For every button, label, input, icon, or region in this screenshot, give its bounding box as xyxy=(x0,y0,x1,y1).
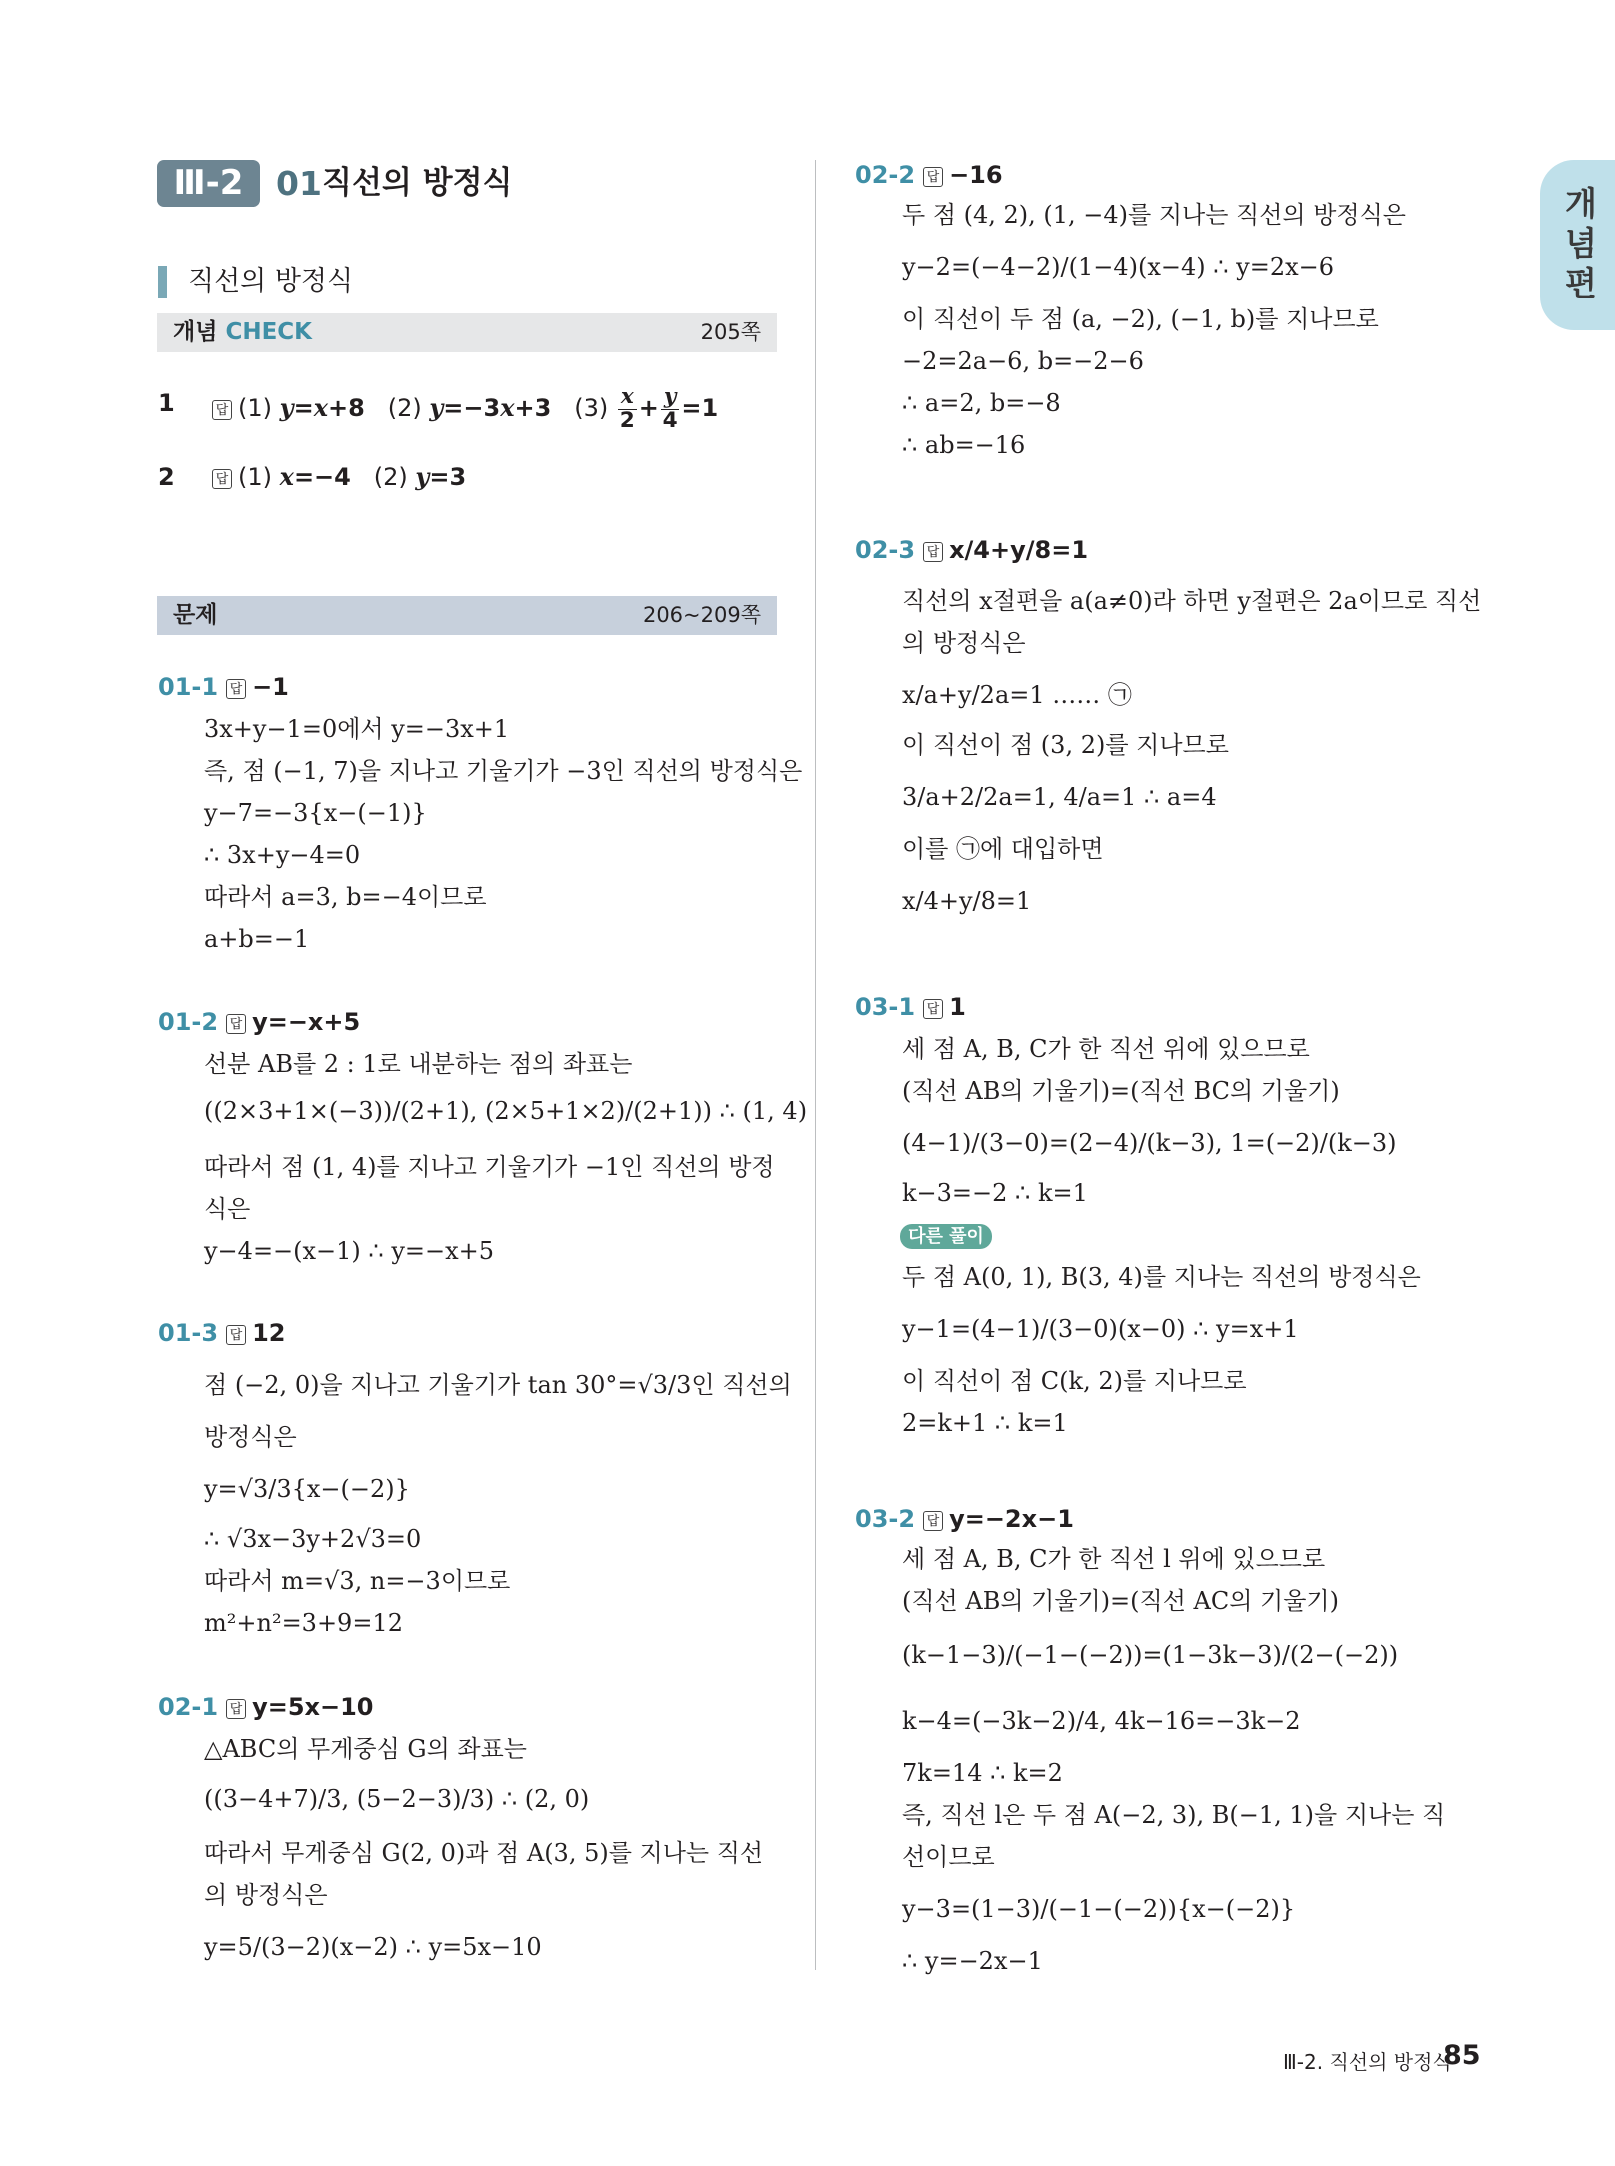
problem-01-1-label: 01-1 답 −1 xyxy=(158,673,289,701)
section-title: 직선의 방정식 xyxy=(322,165,513,201)
subsection-title: 직선의 방정식 xyxy=(188,266,354,297)
problem-03-1-line: 세 점 A, B, C가 한 직선 위에 있으므로 xyxy=(902,1035,1310,1063)
problem-02-2-line: y−2=(−4−2)/(1−4)(x−4) ∴ y=2x−6 xyxy=(902,253,1335,281)
check-item-1-answer: 답 (1) y=x+8 (2) y=−3x+3 (3) $\frac{x}{2}$ + $\frac{y}{4}$ =1 xyxy=(204,386,718,432)
check-item-2-answer: 답 (1) x=−4 (2) y=3 xyxy=(204,460,466,494)
section-badge: Ⅲ-2 xyxy=(157,160,260,207)
problem-01-1-line: a+b=−1 xyxy=(204,925,310,953)
problem-01-3-label: 01-3 답 12 xyxy=(158,1319,286,1347)
problem-01-1-line: y−7=−3{x−(−1)} xyxy=(204,799,427,827)
problem-01-2-line: ((2×3+1×(−3))/(2+1), (2×5+1×2)/(2+1)) ∴ (1, 4) xyxy=(204,1097,808,1125)
problem-02-1-label: 02-1 답 y=5x−10 xyxy=(158,1693,374,1721)
problem-03-1-label: 03-1 답 1 xyxy=(855,993,966,1021)
problem-02-3-line: 의 방정식은 xyxy=(902,629,1026,657)
problem-02-2-line: −2=2a−6, b=−2−6 xyxy=(902,347,1144,375)
problem-02-3-label: 02-3 답 x/4+y/8=1 xyxy=(855,536,1089,564)
problem-03-2-line: (k−1−3)/(−1−(−2))=(1−3k−3)/(2−(−2)) xyxy=(902,1641,1399,1669)
problem-01-3-line: m²+n²=3+9=12 xyxy=(204,1609,403,1637)
problem-01-3-line: ∴ √3x−3y+2√3=0 xyxy=(204,1525,422,1553)
problem-01-2-label: 01-2 답 y=−x+5 xyxy=(158,1008,361,1036)
concept-check-accent: CHECK xyxy=(225,319,312,345)
problem-03-1-line: (직선 AB의 기울기)=(직선 BC의 기울기) xyxy=(902,1077,1340,1105)
problem-02-3-line: 이 직선이 점 (3, 2)를 지나므로 xyxy=(902,731,1229,759)
problem-03-1-line: 두 점 A(0, 1), B(3, 4)를 지나는 직선의 방정식은 xyxy=(902,1263,1421,1291)
problem-02-1-line: 의 방정식은 xyxy=(204,1881,328,1909)
problem-02-3-line: x/4+y/8=1 xyxy=(902,887,1032,915)
problems-label: 문제 xyxy=(173,602,218,628)
problem-03-2-line: 세 점 A, B, C가 한 직선 l 위에 있으므로 xyxy=(902,1545,1326,1573)
problem-03-2-label: 03-2 답 y=−2x−1 xyxy=(855,1505,1074,1533)
problem-01-2-line: 선분 AB를 2 : 1로 내분하는 점의 좌표는 xyxy=(204,1050,633,1078)
subsection-marker xyxy=(158,266,167,298)
footer-chapter: Ⅲ-2. 직선의 방정식 xyxy=(1283,2050,1452,2074)
problems-band xyxy=(157,596,777,635)
problems-pages: 206~209쪽 xyxy=(642,603,761,627)
alt-solution-badge: 다른 풀이 xyxy=(900,1224,992,1249)
problem-02-1-line: △ABC의 무게중심 G의 좌표는 xyxy=(204,1735,527,1763)
problem-01-3-line: y=√3/3{x−(−2)} xyxy=(204,1475,410,1503)
problem-03-1-line: k−3=−2 ∴ k=1 xyxy=(902,1179,1088,1207)
problem-01-1-line: 따라서 a=3, b=−4이므로 xyxy=(204,883,487,911)
problem-01-3-line: 방정식은 xyxy=(204,1423,297,1451)
problem-02-2-line: 두 점 (4, 2), (1, −4)를 지나는 직선의 방정식은 xyxy=(902,201,1406,229)
check-item-1-number: 1 xyxy=(158,389,175,417)
problem-02-1-line: ((3−4+7)/3, (5−2−3)/3) ∴ (2, 0) xyxy=(204,1785,590,1813)
concept-check-band xyxy=(157,313,777,352)
section-number: 01 xyxy=(276,164,322,203)
concept-check-label: 개념 xyxy=(173,319,218,345)
problem-02-2-label: 02-2 답 −16 xyxy=(855,161,1003,189)
side-tab xyxy=(1540,160,1615,330)
problem-01-2-line: 따라서 점 (1, 4)를 지나고 기울기가 −1인 직선의 방정 xyxy=(204,1153,775,1181)
problem-03-2-line: k−4=(−3k−2)/4, 4k−16=−3k−2 xyxy=(902,1707,1301,1735)
problem-02-1-line: 따라서 무게중심 G(2, 0)과 점 A(3, 5)를 지나는 직선 xyxy=(204,1839,764,1867)
problem-03-1-line: (4−1)/(3−0)=(2−4)/(k−3), 1=(−2)/(k−3) xyxy=(902,1129,1397,1157)
problem-03-1-line: 이 직선이 점 C(k, 2)를 지나므로 xyxy=(902,1367,1247,1395)
problem-02-2-line: ∴ ab=−16 xyxy=(902,431,1026,459)
problem-03-2-line: ∴ y=−2x−1 xyxy=(902,1947,1043,1975)
problem-02-3-line: 이를 ㉠에 대입하면 xyxy=(902,835,1104,863)
problem-03-1-line: 2=k+1 ∴ k=1 xyxy=(902,1409,1068,1437)
problem-02-3-line: 3/a+2/2a=1, 4/a=1 ∴ a=4 xyxy=(902,783,1217,811)
problem-02-2-line: ∴ a=2, b=−8 xyxy=(902,389,1061,417)
problem-03-2-line: (직선 AB의 기울기)=(직선 AC의 기울기) xyxy=(902,1587,1339,1615)
side-tab-label: 개 념 편 xyxy=(1565,184,1597,303)
problem-01-1-line: 3x+y−1=0에서 y=−3x+1 xyxy=(204,715,510,743)
problem-03-1-line: y−1=(4−1)/(3−0)(x−0) ∴ y=x+1 xyxy=(902,1315,1299,1343)
page-number: 85 xyxy=(1443,2040,1481,2071)
problem-01-1-line: ∴ 3x+y−4=0 xyxy=(204,841,361,869)
check-item-2-number: 2 xyxy=(158,463,175,491)
problem-03-2-line: 7k=14 ∴ k=2 xyxy=(902,1759,1063,1787)
problem-03-2-line: 즉, 직선 l은 두 점 A(−2, 3), B(−1, 1)을 지나는 직 xyxy=(902,1801,1446,1829)
problem-02-1-line: y=5/(3−2)(x−2) ∴ y=5x−10 xyxy=(204,1933,542,1961)
problem-03-2-line: 선이므로 xyxy=(902,1843,995,1871)
column-divider xyxy=(815,160,816,1970)
problem-02-3-line: 직선의 x절편을 a(a≠0)라 하면 y절편은 2a이므로 직선 xyxy=(902,587,1482,615)
problem-03-2-line: y−3=(1−3)/(−1−(−2)){x−(−2)} xyxy=(902,1895,1296,1923)
problem-01-2-line: 식은 xyxy=(204,1195,251,1223)
problem-02-3-line: x/a+y/2a=1 …… ㉠ xyxy=(902,681,1132,709)
problem-01-1-line: 즉, 점 (−1, 7)을 지나고 기울기가 −3인 직선의 방정식은 xyxy=(204,757,803,785)
concept-check-pages: 205쪽 xyxy=(700,320,761,344)
problem-01-3-line: 따라서 m=√3, n=−3이므로 xyxy=(204,1567,511,1595)
problem-01-2-line: y−4=−(x−1) ∴ y=−x+5 xyxy=(204,1237,495,1265)
problem-02-2-line: 이 직선이 두 점 (a, −2), (−1, b)를 지나므로 xyxy=(902,305,1379,333)
problem-01-3-line: 점 (−2, 0)을 지나고 기울기가 tan 30°=√3/3인 직선의 xyxy=(204,1371,792,1399)
